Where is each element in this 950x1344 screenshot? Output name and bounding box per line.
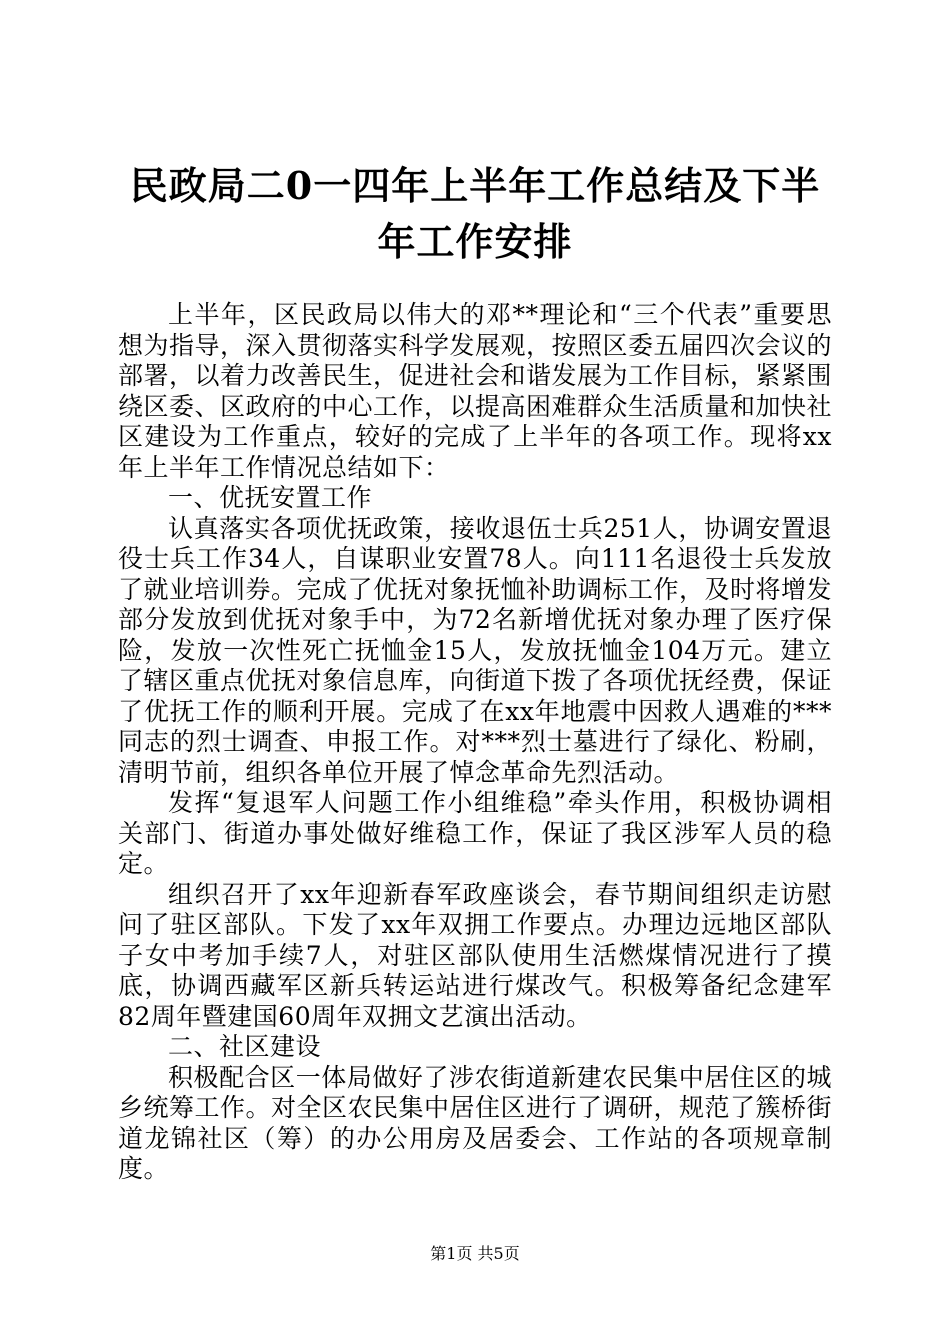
paragraph-shuangyong: 组织召开了xx年迎新春军政座谈会，春节期间组织走访慰问了驻区部队。下发了xx年双拥工作要点。办理边远地区部队子女中考加手续7人，对驻区部队使用生活燃煤情况进行了摸底，协调西藏军区新兵转运站进行煤改气。积极筹备纪念建军82周年暨建国60周年双拥文艺演出活动。 xyxy=(118,879,832,1031)
paragraph-shequ: 积极配合区一体局做好了涉农街道新建农民集中居住区的城乡统筹工作。对全区农民集中居住区进行了调研，规范了簇桥街道龙锦社区（筹）的办公用房及居委会、工作站的各项规章制度。 xyxy=(118,1062,833,1183)
document-title: 民政局二0一四年上半年工作总结及下半年工作安排 xyxy=(129,163,821,264)
document-body xyxy=(118,300,832,1185)
section-heading-2: 二、社区建设 xyxy=(168,1032,322,1061)
paragraph-intro: 上半年，区民政局以伟大的邓**理论和“三个代表”重要思想为指导，深入贯彻落实科学发展观，按照区委五届四次会议的部署，以着力改善民生，促进社会和谐发展为工作目标，紧紧围绕区委、区政府的中心工作，以提高困难群众生活质量和加快社区建设为工作重点，较好的完成了上半年的各项工作。现将xx年上半年工作情况总结如下： xyxy=(118,300,833,482)
page-number-footer: 第1页 共5页 xyxy=(430,1244,520,1263)
section-heading-1: 一、优抚安置工作 xyxy=(168,483,373,512)
paragraph-youfu: 认真落实各项优抚政策，接收退伍士兵251人，协调安置退役士兵工作34人，自谋职业安置78人。向111名退役士兵发放了就业培训券。完成了优抚对象抚恤补助调标工作，及时将增发部分发放到优抚对象手中，为72名新增优抚对象办理了医疗保险，发放一次性死亡抚恤金15人，发放抚恤金104万元。建立了辖区重点优抚对象信息库，向街道下拨了各项优抚经费，保证了优抚工作的顺利开展。完成了在xx年地震中因救人遇难的***同志的烈士调查、申报工作。对***烈士墓进行了绿化、粉刷，清明节前，组织各单位开展了悼念革命先烈活动。 xyxy=(118,513,833,787)
paragraph-weiwen: 发挥“复退军人问题工作小组维稳”牵头作用，积极协调相关部门、街道办事处做好维稳工作，保证了我区涉军人员的稳定。 xyxy=(118,788,832,878)
